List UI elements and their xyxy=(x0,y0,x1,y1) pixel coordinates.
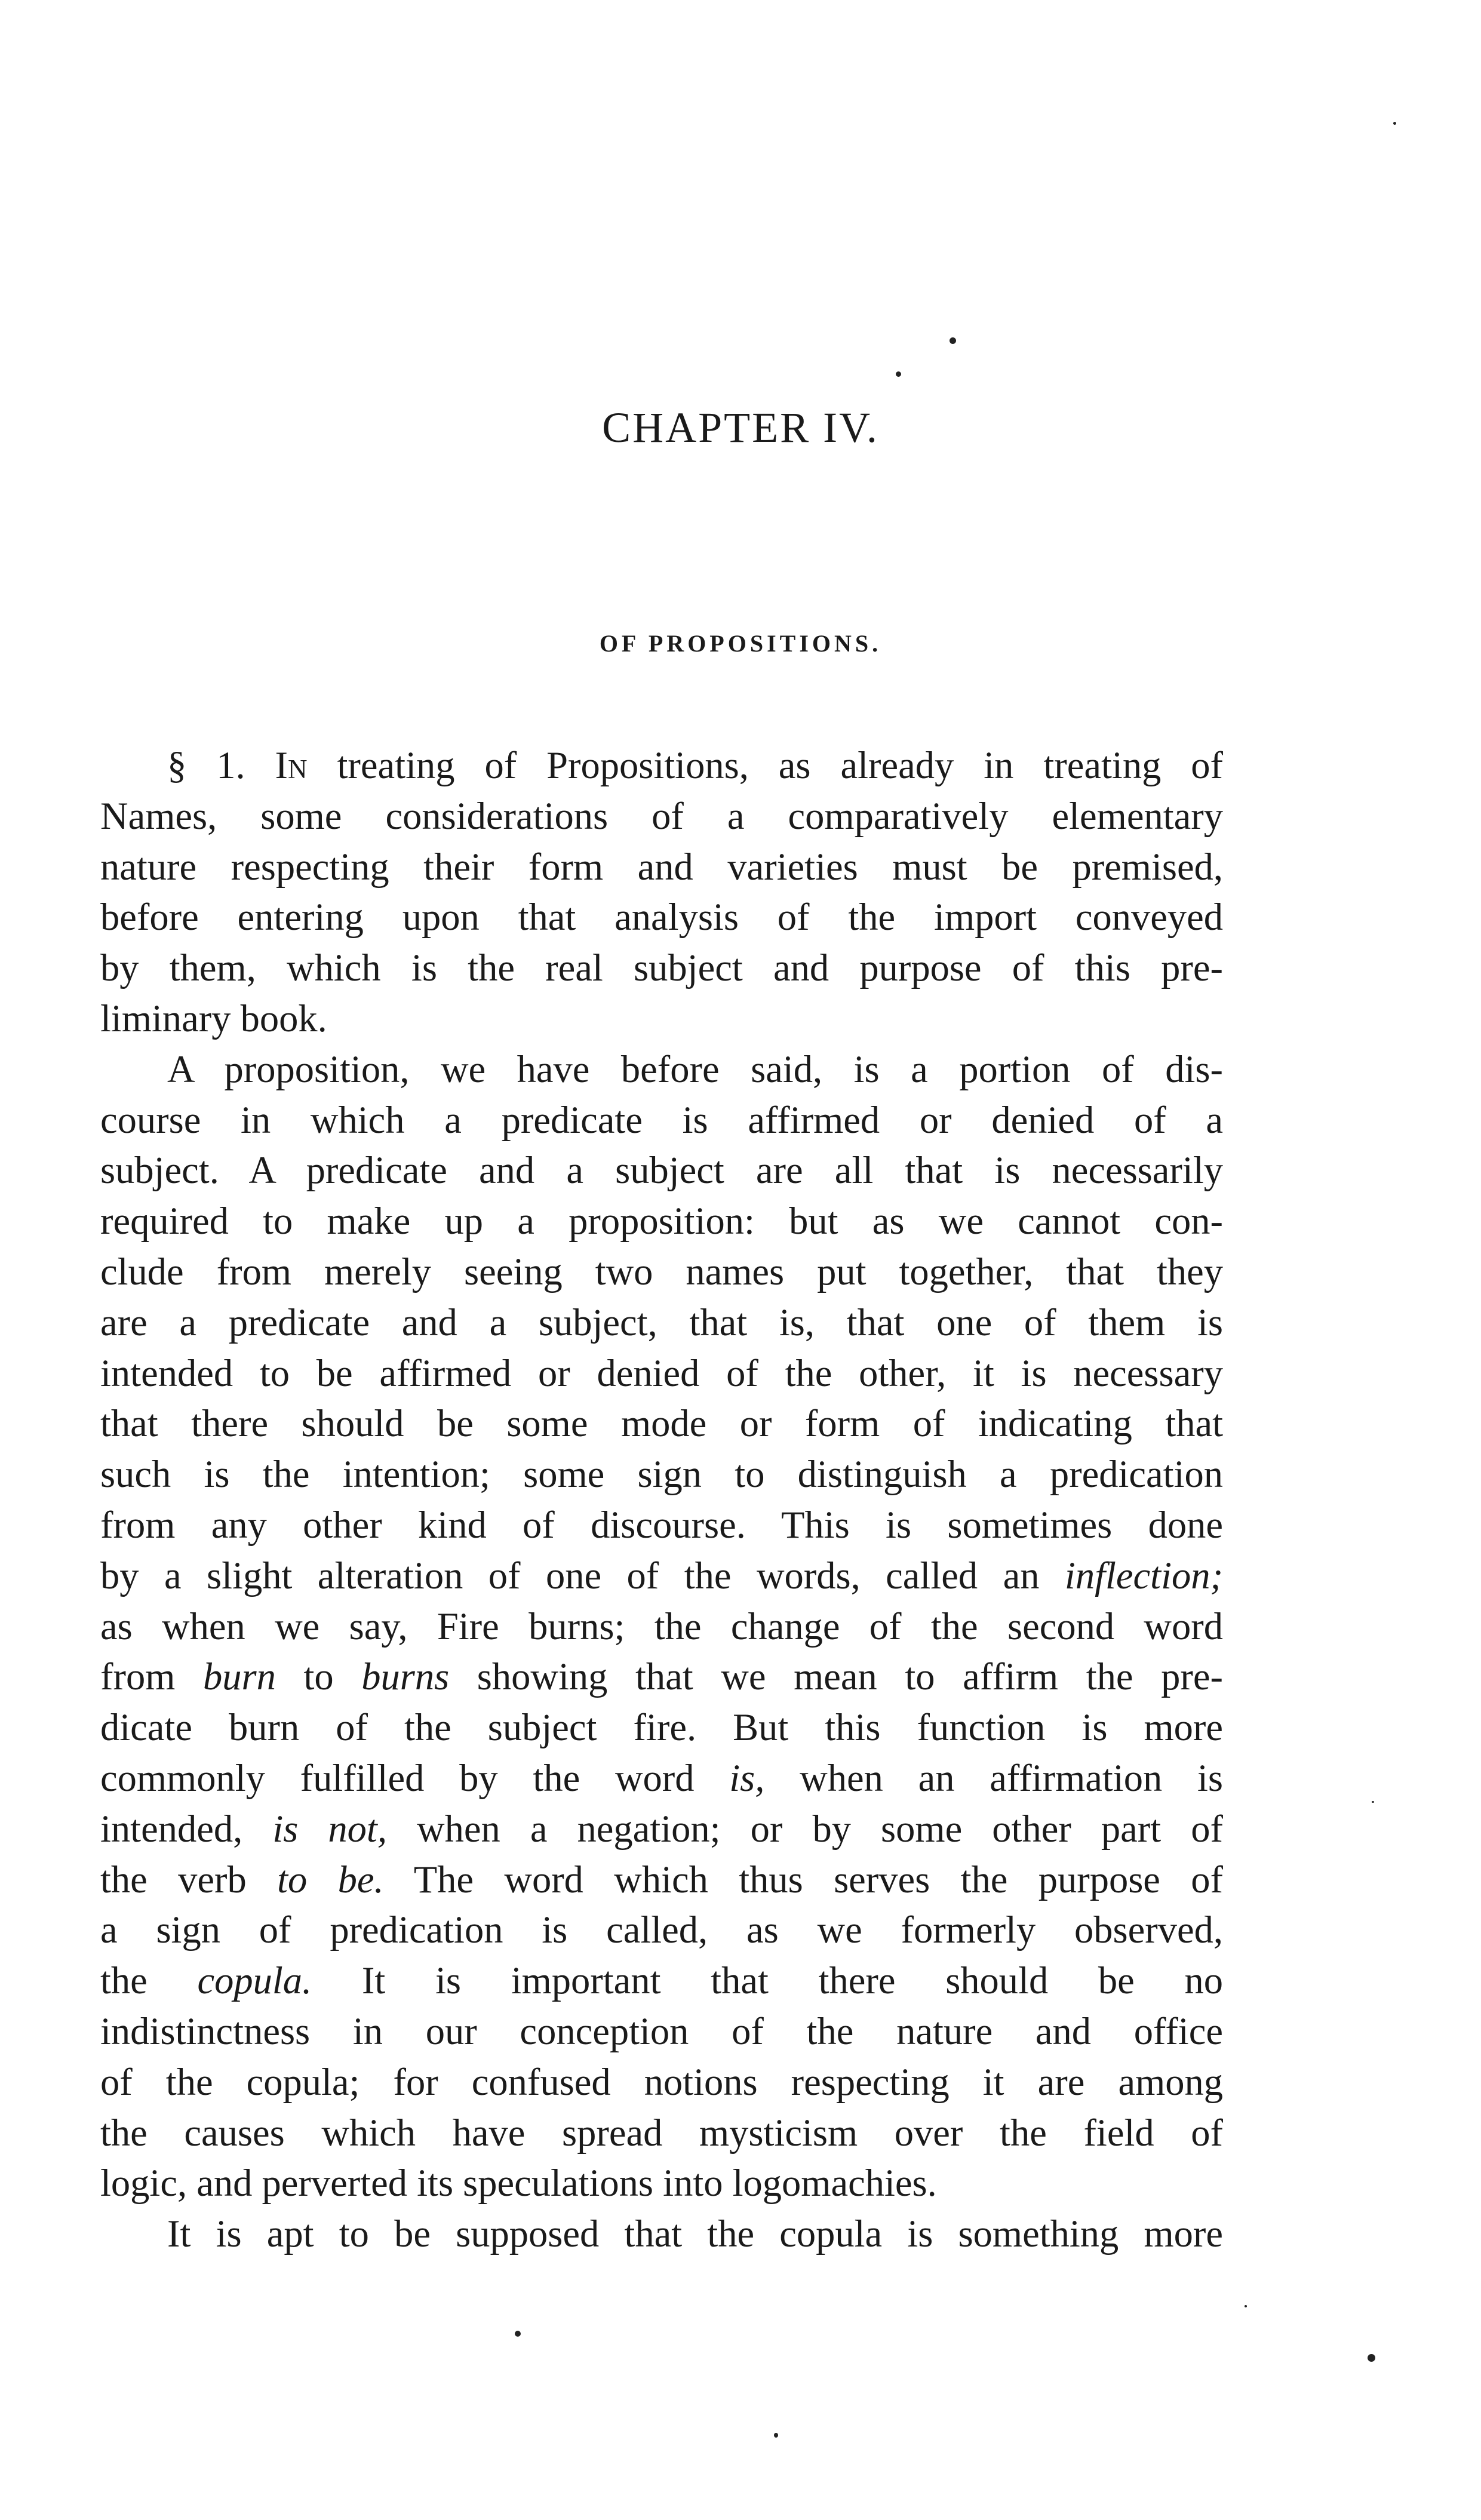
text-line: before entering upon that analysis of the import conveyed xyxy=(100,896,1223,939)
text-line: the causes which have spread mysticism over the field of xyxy=(100,2111,1223,2154)
body-text xyxy=(100,740,1223,2260)
text-line: by a slight alteration of one of the words, called an inflection; xyxy=(100,1554,1223,1597)
ink-speck xyxy=(950,337,956,344)
text-line: § 1. In treating of Propositions, as already in treating of xyxy=(167,744,1224,786)
text-line: logic, and perverted its speculations into logomachies. xyxy=(100,2162,937,2205)
paragraph xyxy=(100,2209,1223,2260)
text-line: such is the intention; some sign to distinguish a predication xyxy=(100,1453,1223,1496)
chapter-heading: CHAPTER IV. xyxy=(602,404,879,451)
text-line: required to make up a proposition: but as we cannot con- xyxy=(100,1200,1223,1243)
paragraph xyxy=(100,740,1223,1044)
text-line: subject. A predicate and a subject are all that is necessarily xyxy=(100,1149,1223,1192)
text-line: commonly fulfilled by the word is, when an affirmation is xyxy=(100,1756,1223,1799)
text-line: indistinctness in our conception of the nature and office xyxy=(100,2009,1223,2052)
italic-term: is not, xyxy=(272,1807,387,1850)
text-line: nature respecting their form and varieties must be premised, xyxy=(100,845,1223,888)
text-line: dicate burn of the subject fire. But this function is more xyxy=(100,1706,1223,1749)
text-line: clude from merely seeing two names put together, that they xyxy=(100,1250,1223,1293)
ink-speck xyxy=(774,2433,778,2438)
text-line: intended, is not, when a negation; or by some other part of xyxy=(100,1807,1223,1850)
text-line: intended to be affirmed or denied of the other, it is necessary xyxy=(100,1351,1223,1394)
italic-term: to be. xyxy=(277,1858,384,1901)
text-line: from any other kind of discourse. This is sometimes done xyxy=(100,1503,1223,1546)
ink-speck xyxy=(1368,2354,1375,2362)
text-line: of the copula; for confused notions respecting it are among xyxy=(100,2060,1223,2103)
text-line: are a predicate and a subject, that is, that one of them is xyxy=(100,1301,1223,1344)
text-line: the verb to be. The word which thus serves the purpose of xyxy=(100,1858,1223,1901)
text-line: A proposition, we have before said, is a portion of dis- xyxy=(167,1047,1223,1090)
ink-speck xyxy=(1372,1801,1374,1803)
italic-term: is, xyxy=(729,1756,765,1799)
italic-term: burns xyxy=(361,1655,450,1698)
ink-speck xyxy=(1393,122,1396,125)
italic-term: burn xyxy=(202,1655,276,1698)
ink-speck xyxy=(896,371,901,377)
text-line: It is apt to be supposed that the copula is something more xyxy=(167,2212,1223,2255)
text-line: liminary book. xyxy=(100,997,327,1040)
text-line: as when we say, Fire burns; the change of the second word xyxy=(100,1605,1223,1648)
paragraph xyxy=(100,1044,1223,2209)
ink-speck xyxy=(1245,2305,1247,2307)
section-heading: OF PROPOSITIONS. xyxy=(599,630,882,657)
text-line: from burn to burns showing that we mean to affirm the pre- xyxy=(100,1655,1223,1698)
text-line: course in which a predicate is affirmed or denied of a xyxy=(100,1098,1223,1141)
text-line: by them, which is the real subject and purpose of this pre- xyxy=(100,946,1223,989)
text-line: that there should be some mode or form of indicating that xyxy=(100,1402,1223,1445)
text-line: a sign of predication is called, as we formerly observed, xyxy=(100,1909,1223,1952)
text-line: Names, some considerations of a comparatively elementary xyxy=(100,794,1223,837)
ink-speck xyxy=(515,2331,521,2337)
italic-term: copula. xyxy=(197,1959,312,2002)
italic-term: inflection; xyxy=(1064,1554,1223,1597)
text-line: the copula. It is important that there should be no xyxy=(100,1959,1223,2002)
